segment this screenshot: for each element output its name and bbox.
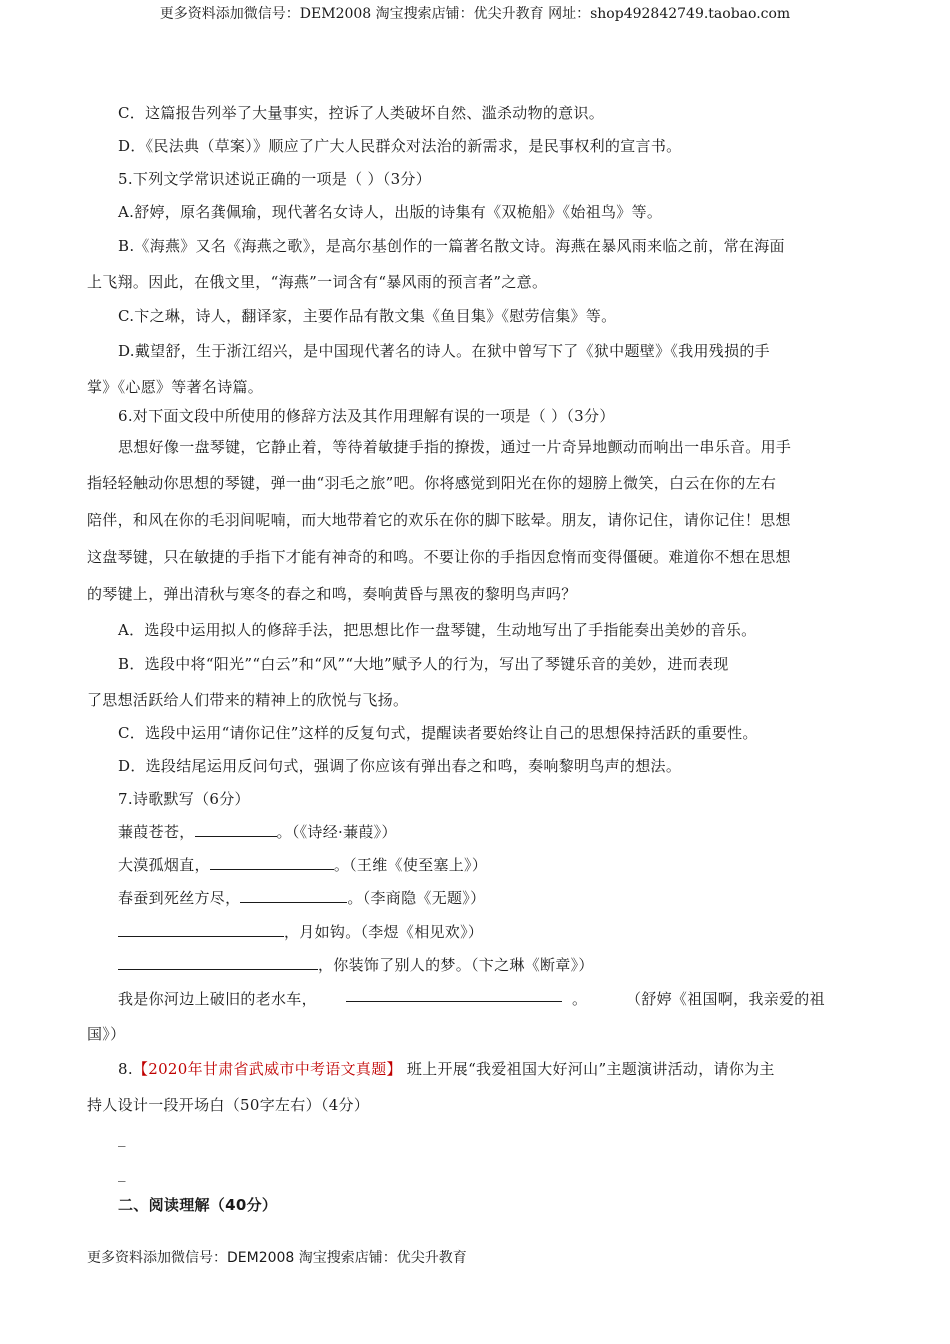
q7-line3-blank[interactable]	[240, 890, 347, 903]
q8-answer-line1[interactable]: _	[118, 1129, 126, 1147]
q7-line6-end: 。	[572, 990, 588, 1008]
q6-passage-line1: 思想好像一盘琴键，它静止着，等待着敏捷手指的撩拨，通过一片奇异地颤动而响出一串乐音。用手	[118, 438, 792, 456]
q4-option-c: C．这篇报告列举了大量事实，控诉了人类破坏自然、滥杀动物的意识。	[118, 104, 605, 122]
q8-stem-text: 班上开展“我爱祖国大好河山”主题演讲活动，请你为主	[401, 1060, 775, 1078]
q7-line6-blank[interactable]	[346, 989, 562, 1002]
q8-answer-line2[interactable]: _	[118, 1164, 126, 1182]
q6-option-b-line1: B．选段中将“阳光”“白云”和“风”“大地”赋予人的行为，写出了琴键乐音的美妙，进而表现	[118, 655, 729, 673]
q7-line3-text: 春蚕到死丝方尽，	[118, 889, 241, 907]
q5-option-b-line1: B.《海燕》又名《海燕之歌》，是高尔基创作的一篇著名散文诗。海燕在暴风雨来临之前，常在海面	[118, 237, 785, 255]
q7-line6	[118, 988, 317, 1009]
q6-passage-line4: 这盘琴键，只在敏捷的手指下才能有神奇的和鸣。不要让你的手指因怠惰而变得僵硬。难道你不想在思想	[87, 548, 791, 566]
q5-option-a: A.舒婷，原名龚佩瑜，现代著名女诗人，出版的诗集有《双桅船》《始祖鸟》等。	[118, 203, 663, 221]
q7-line6-answer	[346, 988, 562, 1006]
q6-stem: 6.对下面文段中所使用的修辞方法及其作用理解有误的一项是（ ）（3分）	[118, 407, 615, 425]
q7-stem: 7.诗歌默写（6分）	[118, 790, 250, 808]
q7-line6-text: 我是你河边上破旧的老水车，	[118, 990, 317, 1008]
q7-line3-source: 。（李商隐《无题》）	[347, 889, 486, 907]
q6-passage-line5: 的琴键上，弹出清秋与寒冬的春之和鸣，奏响黄昏与黑夜的黎明鸟声吗？	[87, 585, 577, 603]
q7-line6-source: （舒婷《祖国啊，我亲爱的祖	[626, 990, 825, 1008]
q6-option-a: A．选段中运用拟人的修辞手法，把思想比作一盘琴键，生动地写出了手指能奏出美妙的音乐。	[118, 621, 757, 639]
q6-passage-line2: 指轻轻触动你思想的琴键，弹一曲“羽毛之旅”吧。你将感觉到阳光在你的翅膀上微笑，白云在你的左右	[87, 474, 777, 492]
q5-option-d-line2: 掌》《心愿》等著名诗篇。	[87, 378, 264, 396]
q7-line2	[118, 854, 487, 875]
q6-option-c: C．选段中运用“请你记住”这样的反复句式，提醒读者要始终让自己的思想保持活跃的重要性。	[118, 724, 758, 742]
q6-option-d: D．选段结尾运用反问句式，强调了你应该有弹出春之和鸣，奏响黎明鸟声的想法。	[118, 757, 682, 775]
section-2-heading: 二、阅读理解（40分）	[118, 1196, 278, 1214]
page-header: 更多资料添加微信号：DEM2008 淘宝搜索店铺：优尖升教育 网址：shop492842749.taobao.com	[159, 6, 791, 22]
q8-number: 8.	[118, 1060, 133, 1078]
q7-line2-text: 大漠孤烟直，	[118, 856, 210, 874]
q7-line2-source: 。（王维《使至塞上》）	[333, 856, 488, 874]
q7-line1	[118, 821, 397, 842]
q5-option-b-line2: 上飞翔。因此，在俄文里，“海燕”一词含有“暴风雨的预言者”之意。	[87, 273, 548, 291]
q6-option-b-line2: 了思想活跃给人们带来的精神上的欣悦与飞扬。	[87, 691, 409, 709]
q5-stem: 5.下列文学常识述说正确的一项是（ ）（3分）	[118, 170, 432, 188]
q7-line1-source: 。（《诗经·蒹葭》）	[276, 823, 397, 841]
q5-option-d-line1: D.戴望舒，生于浙江绍兴，是中国现代著名的诗人。在狱中曾写下了《狱中题壁》《我用残损的手	[118, 342, 770, 360]
q7-line4	[118, 921, 483, 942]
q8-stem-line2: 持人设计一段开场白（50字左右）（4分）	[87, 1096, 370, 1114]
q7-line3	[118, 887, 485, 908]
q7-line6-source-cont: 国》）	[87, 1025, 126, 1043]
q4-option-d: D．《民法典（草案）》顺应了广大人民群众对法治的新需求，是民事权利的宣言书。	[118, 137, 682, 155]
q6-passage-line3: 陪伴，和风在你的毛羽间呢喃，而大地带着它的欢乐在你的脚下眩晕。朋友，请你记住，请你记住！思想	[87, 511, 791, 529]
q7-line5	[118, 954, 594, 975]
q5-option-c: C.卞之琳，诗人，翻译家，主要作品有散文集《鱼目集》《慰劳信集》等。	[118, 307, 617, 325]
q7-line4-source: ，月如钩。（李煜《相见欢》）	[284, 923, 484, 941]
q8-source-tag: 【2020年甘肃省武威市中考语文真题】	[132, 1060, 402, 1078]
q7-line4-blank[interactable]	[118, 924, 284, 937]
q7-line5-source: ，你装饰了别人的梦。（卞之琳《断章》）	[318, 956, 594, 974]
q7-line1-blank[interactable]	[195, 824, 277, 837]
q8-stem-line1	[118, 1058, 775, 1079]
page-footer: 更多资料添加微信号：DEM2008 淘宝搜索店铺：优尖升教育	[87, 1250, 467, 1266]
q7-line2-blank[interactable]	[210, 857, 334, 870]
q7-line5-blank[interactable]	[118, 957, 318, 970]
q7-line1-text: 蒹葭苍苍，	[118, 823, 195, 841]
